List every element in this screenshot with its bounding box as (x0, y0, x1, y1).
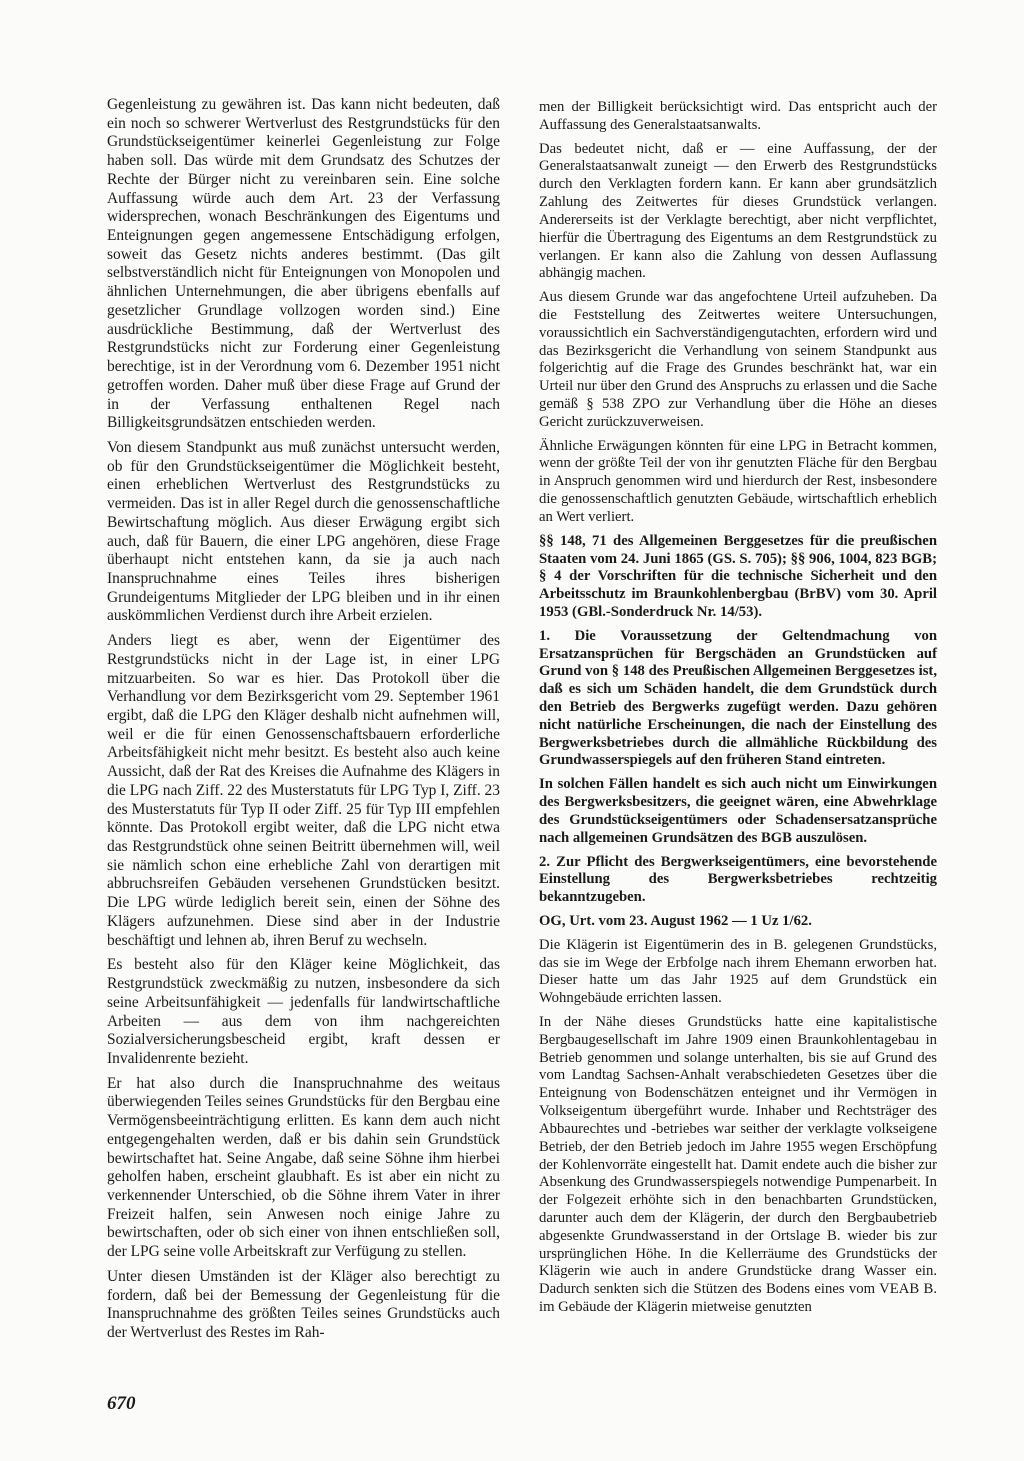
decision-citation: OG, Urt. vom 23. August 1962 — 1 Uz 1/62. (539, 912, 812, 929)
body-paragraph: Die Klägerin ist Eigentümerin des in B. gelegenen Grundstücks, das sie im Wege der Erbfolge nach ihrem Ehemann erworben hat. Dieser hatte um das Jahr 1925 auf dem Grundstück ein Wohngebäude errichten lassen. (539, 936, 937, 1007)
body-paragraph: Das bedeutet nicht, daß er — eine Auffassung, der der Generalstaatsanwalt zuneigt — den Erwerb des Restgrundstücks durch den Verklagten fordern kann. Er kann aber grundsätzlich Zahlung des Zeitwertes für dieses Grundstück verlangen. Andererseits ist der Verklagte berechtigt, aber nicht verpflichtet, hierfür die Übertragung des Eigentums an dem Restgrundstück zu verlangen. Er kann also die Zahlung von dessen Auflassung abhängig machen. (539, 140, 937, 282)
body-paragraph: Ähnliche Erwägungen könnten für eine LPG in Betracht kommen, wenn der größte Teil der von ihr genutzten Fläche für den Bergbau in Anspruch genommen wird und hierdurch der Rest, insbesondere die genossenschaftlich genutzten Gebäude, wirtschaftlich erheblich an Wert verliert. (539, 437, 937, 525)
headnote-1: 1. Die Voraussetzung der Geltendmachung von Ersatzansprüchen für Bergschäden an Grundstücken auf Grund von § 148 des Preußischen Allgemeinen Berggesetzes ist, daß es sich um Schäden handelt, die dem Grundstück durch den Betrieb des Bergwerks zugefügt werden. Dazu gehören nicht natürliche Erscheinungen, die nach der Einstellung des Bergwerksbetriebes durch die allmähliche Rückbildung des Grundwasserspiegels auf den früheren Stand eintreten. (539, 627, 937, 769)
body-paragraph: Anders liegt es aber, wenn der Eigentümer des Restgrundstücks nicht in der Lage ist, in einer LPG mitzuarbeiten. So war es hier. Das Protokoll über die Verhandlung vor dem Bezirksgericht vom 29. September 1961 ergibt, daß die LPG den Kläger deshalb nicht aufnehmen will, weil er die für einen Genossenschaftsbauern erforderliche Arbeitsfähigkeit nicht mehr besitzt. Es besteht also auch keine Aussicht, daß der Rat des Kreises die Aufnahme des Klägers in die LPG nach Ziff. 22 des Musterstatuts für LPG Typ I, Ziff. 23 des Musterstatuts für Typ II oder Ziff. 25 für Typ III empfehlen könnte. Das Protokoll ergibt weiter, daß die LPG nicht etwa das Restgrundstück ohne seinen Beitritt übernehmen will, weil sie nämlich schon eine erhebliche Zahl von derartigen mit abbruchsreifen Gebäuden versehenen Grundstücken besitzt. Die LPG würde lediglich bereit sein, einen der Söhne des Klägers aufzunehmen. Diese sind aber in der Industrie beschäftigt und lehnen ab, ihren Beruf zu wechseln. (107, 632, 500, 949)
body-paragraph: Unter diesen Umständen ist der Kläger also berechtigt zu fordern, daß bei der Bemessung der Gegenleistung für die Inanspruchnahme des größten Teiles seines Grundstücks auch der Wertverlust des Restes im Rah- (107, 1267, 500, 1341)
body-paragraph: men der Billigkeit berücksichtigt wird. Das entspricht auch der Auffassung des Generalstaatsanwalts. (539, 99, 937, 133)
headnote-2: 2. Zur Pflicht des Bergwerkseigentümers, eine bevorstehende Einstellung des Bergwerksbetriebes rechtzeitig bekanntzugeben. (539, 853, 937, 906)
right-column (539, 99, 937, 1323)
body-paragraph: Aus diesem Grunde war das angefochtene Urteil aufzuheben. Da die Feststellung des Zeitwertes weitere Untersuchungen, voraussichtlich ein Sachverständigengutachten, erfordern wird und das Bezirksgericht die Verhandlung von seinem Standpunkt aus folgerichtig auf die Frage des Grundes beschränkt hat, war ein Urteil nur über den Grund des Anspruchs zu erlassen und die Sache gemäß § 538 ZPO zur Verhandlung über die Höhe an dieses Gericht zurückzuverweisen. (539, 289, 937, 430)
page-number: 670 (107, 1393, 136, 1414)
body-paragraph: Gegenleistung zu gewähren ist. Das kann nicht bedeuten, daß ein noch so schwerer Wertverlust des Restgrundstücks für den Grundstückseigentümer keinerlei Gegenleistung zur Folge haben soll. Das würde mit dem Grundsatz des Schutzes der Rechte der Bürger nicht zu vereinbaren sein. Eine solche Auffassung würde auch dem Art. 23 der Verfassung widersprechen, wonach Beschränkungen des Eigentums und Enteignungen gegen angemessene Entschädigung erfolgen, soweit das Gesetz nichts anderes bestimmt. (Das gilt selbstverständlich nicht für Enteignungen von Monopolen und ähnlichen Unternehmungen, die aber übrigens ebenfalls auf gesetzlicher Grundlage vollzogen worden sind.) Eine ausdrückliche Bestimmung, daß der Wertverlust des Restgrundstücks nicht zur Forderung einer Gegenleistung berechtige, ist in der Verordnung vom 6. Dezember 1951 nicht getroffen worden. Daher muß über diese Frage auf Grund der in der Verfassung enthaltenen Regel nach Billigkeitsgrundsätzen entschieden werden. (107, 96, 500, 432)
body-paragraph: Er hat also durch die Inanspruchnahme des weitaus überwiegenden Teiles seines Grundstücks für den Bergbau eine Vermögensbeeinträchtigung erlitten. Es kann dem auch nicht entgegengehalten werden, daß er bis dahin sein Grundstück bewirtschaftet hat. Seine Angabe, daß seine Söhne ihm hierbei geholfen haben, erscheint glaubhaft. Es ist aber ein nicht zu verkennender Unterschied, ob die Söhne ihrem Vater in ihrer Freizeit halfen, sein Anwesen noch einige Jahre zu bewirtschaften, oder ob sich einer von ihnen entschließen soll, der LPG seine volle Arbeitskraft zur Verfügung zu stellen. (107, 1074, 500, 1261)
body-paragraph: Es besteht also für den Kläger keine Möglichkeit, das Restgrundstück zweckmäßig zu nutzen, insbesondere da sich seine Arbeitsunfähigkeit — jedenfalls für landwirtschaftliche Arbeiten — aus dem von ihm nachgereichten Sozialversicherungsbescheid ergibt, kraft dessen er Invalidenrente bezieht. (107, 956, 500, 1067)
statute-heading: §§ 148, 71 des Allgemeinen Berggesetzes für die preußischen Staaten vom 24. Juni 1865 (GS. S. 705); §§ 906, 1004, 823 BGB; § 4 der Vorschriften für die technische Sicherheit und den Arbeitsschutz im Braunkohlenbergbau (BrBV) vom 30. April 1953 (GBl.-Sonderdruck Nr. 14/53). (539, 532, 937, 620)
left-column (107, 96, 500, 1349)
body-paragraph: Von diesem Standpunkt aus muß zunächst untersucht werden, ob für den Grundstückseigentümer die Möglichkeit besteht, einen erheblichen Wertverlust des Restgrundstücks zu vermeiden. Das ist in aller Regel durch die genossenschaftliche Bewirtschaftung möglich. Aus dieser Erwägung ergibt sich auch, daß für Bauern, die einer LPG angehören, diese Frage überhaupt nicht entstehen kann, da sie ja auch nach Inanspruchnahme eines Teiles ihres bisherigen Grundeigentums Mitglieder der LPG bleiben und in ihr einen auskömmlichen Verdienst durch ihre Arbeit erzielen. (107, 438, 500, 625)
headnote-1-continued: In solchen Fällen handelt es sich auch nicht um Einwirkungen des Bergwerksbesitzers, die geeignet wären, eine Abwehrklage des Grundstückseigentümers oder Schadensersatzansprüche nach allgemeinen Grundsätzen des BGB auszulösen. (539, 776, 937, 846)
body-paragraph: In der Nähe dieses Grundstücks hatte eine kapitalistische Bergbaugesellschaft im Jahre 1909 einen Braunkohlentagebau in Betrieb genommen und solange unterhalten, bis sie auf Grund des vom Landtag Sachsen-Anhalt verabschiedeten Gesetzes über die Enteignung von Bodenschätzen enteignet und ihr Vermögen in Volkseigentum übergeführt wurde. Inhaber und Rechtsträger des Abbaurechtes und -betriebes war seither der verklagte volkseigene Betrieb, der den Betrieb jedoch im Jahre 1955 wegen Erschöpfung der Kohlenvorräte eingestellt hat. Damit endete auch die bisher zur Absenkung des Grundwasserspiegels notwendige Pumpenarbeit. In der Folgezeit erhöhte sich in den benachbarten Grundstücken, darunter auch dem der Klägerin, der durch den Bergbaubetrieb abgesenkte Grundwasserstand in der Ortslage B. wieder bis zur ursprünglichen Höhe. In die Kellerräume des Grundstücks der Klägerin wie auch in andere Grundstücke drang Wasser ein. Dadurch senkten sich die Stützen des Bodens eines vom VEAB B. im Gebäude der Klägerin mietweise genutzten (539, 1014, 937, 1315)
